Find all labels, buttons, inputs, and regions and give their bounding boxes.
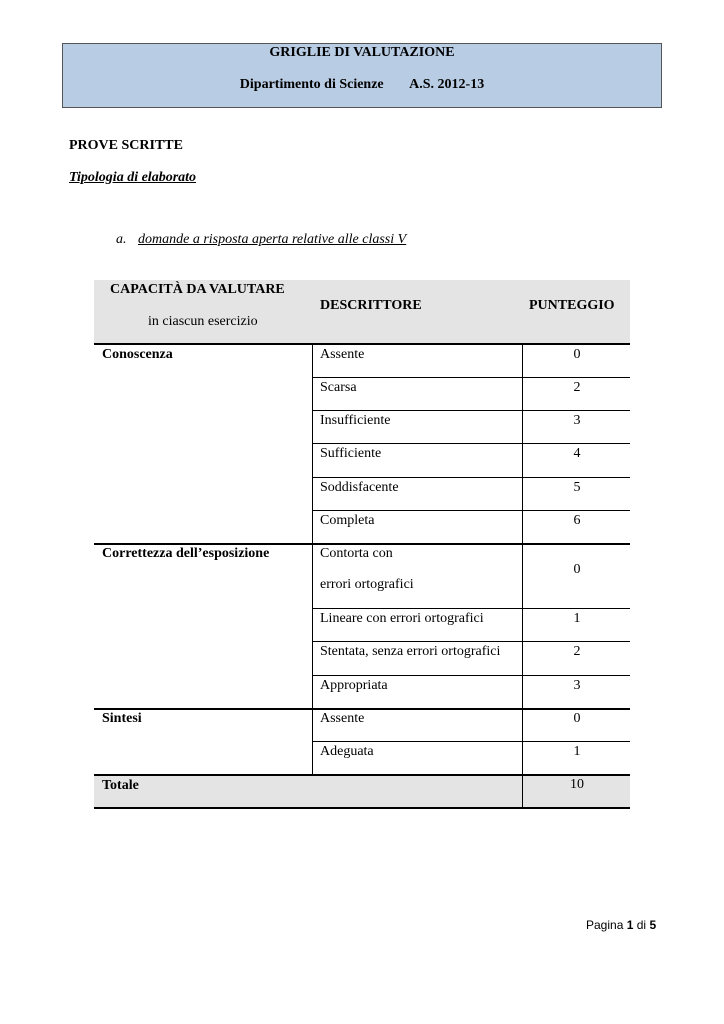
table-rule [94, 774, 630, 776]
header-score: PUNTEGGIO [529, 298, 615, 313]
list-item-text: domande a risposta aperta relative alle classi V [138, 232, 407, 247]
section-title: PROVE SCRITTE [69, 138, 183, 153]
score-cell: 3 [573, 413, 581, 428]
header-capacity-sub: in ciascun esercizio [148, 314, 258, 329]
table-rule [94, 807, 630, 809]
score-cell: 0 [573, 562, 581, 577]
descriptor-cell: Sufficiente [320, 446, 382, 461]
descriptor-cell: Lineare con errori ortografici [320, 611, 484, 626]
table-rule [312, 510, 630, 511]
department-name: Dipartimento di Scienze [239, 77, 384, 92]
page-current: 1 [626, 918, 634, 932]
header-descriptor: DESCRITTORE [320, 298, 422, 313]
page-number [586, 918, 656, 932]
descriptor-cell: Assente [320, 347, 365, 362]
table-rule [312, 608, 630, 609]
school-year: A.S. 2012-13 [409, 77, 485, 92]
table-rule [94, 543, 630, 545]
total-label: Totale [102, 778, 139, 793]
document-title: GRIGLIE DI VALUTAZIONE [269, 45, 455, 60]
table-column-divider [522, 344, 523, 808]
score-cell: 2 [573, 644, 581, 659]
table-rule [94, 343, 630, 345]
document-subheader [63, 77, 661, 93]
table-column-divider [312, 344, 313, 775]
of-word: di [636, 918, 647, 932]
list-item [116, 232, 406, 248]
list-item-marker: a. [116, 232, 127, 247]
score-cell: 0 [573, 347, 581, 362]
score-cell: 5 [573, 480, 581, 495]
table-rule [312, 477, 630, 478]
table-rule [312, 377, 630, 378]
descriptor-cell-continued: errori ortografici [320, 577, 414, 592]
total-score: 10 [570, 777, 584, 792]
table-rule [312, 410, 630, 411]
descriptor-cell: Scarsa [320, 380, 357, 395]
table-rule [312, 443, 630, 444]
document-header [62, 43, 662, 108]
page-total: 5 [649, 918, 657, 932]
descriptor-cell: Assente [320, 711, 365, 726]
score-cell: 1 [573, 611, 581, 626]
score-cell: 3 [573, 678, 581, 693]
group-name: Correttezza dell’esposizione [102, 546, 270, 561]
group-name: Conoscenza [102, 347, 173, 362]
evaluation-table [94, 280, 630, 810]
descriptor-cell: Contorta con [320, 546, 393, 561]
descriptor-cell: Completa [320, 513, 375, 528]
descriptor-cell: Insufficiente [320, 413, 391, 428]
page-word: Pagina [586, 918, 624, 932]
section-subtitle: Tipologia di elaborato [69, 170, 197, 185]
score-cell: 0 [573, 711, 581, 726]
table-rule [312, 741, 630, 742]
score-cell: 4 [573, 446, 581, 461]
header-capacity: CAPACITÀ DA VALUTARE [110, 282, 285, 297]
score-cell: 1 [573, 744, 581, 759]
descriptor-cell: Soddisfacente [320, 480, 399, 495]
descriptor-cell: Appropriata [320, 678, 388, 693]
descriptor-cell: Adeguata [320, 744, 374, 759]
table-rule [312, 641, 630, 642]
table-rule [312, 675, 630, 676]
group-name: Sintesi [102, 711, 142, 726]
score-cell: 2 [573, 380, 581, 395]
score-cell: 6 [573, 513, 581, 528]
descriptor-cell: Stentata, senza errori ortografici [320, 644, 501, 659]
table-rule [94, 708, 630, 710]
